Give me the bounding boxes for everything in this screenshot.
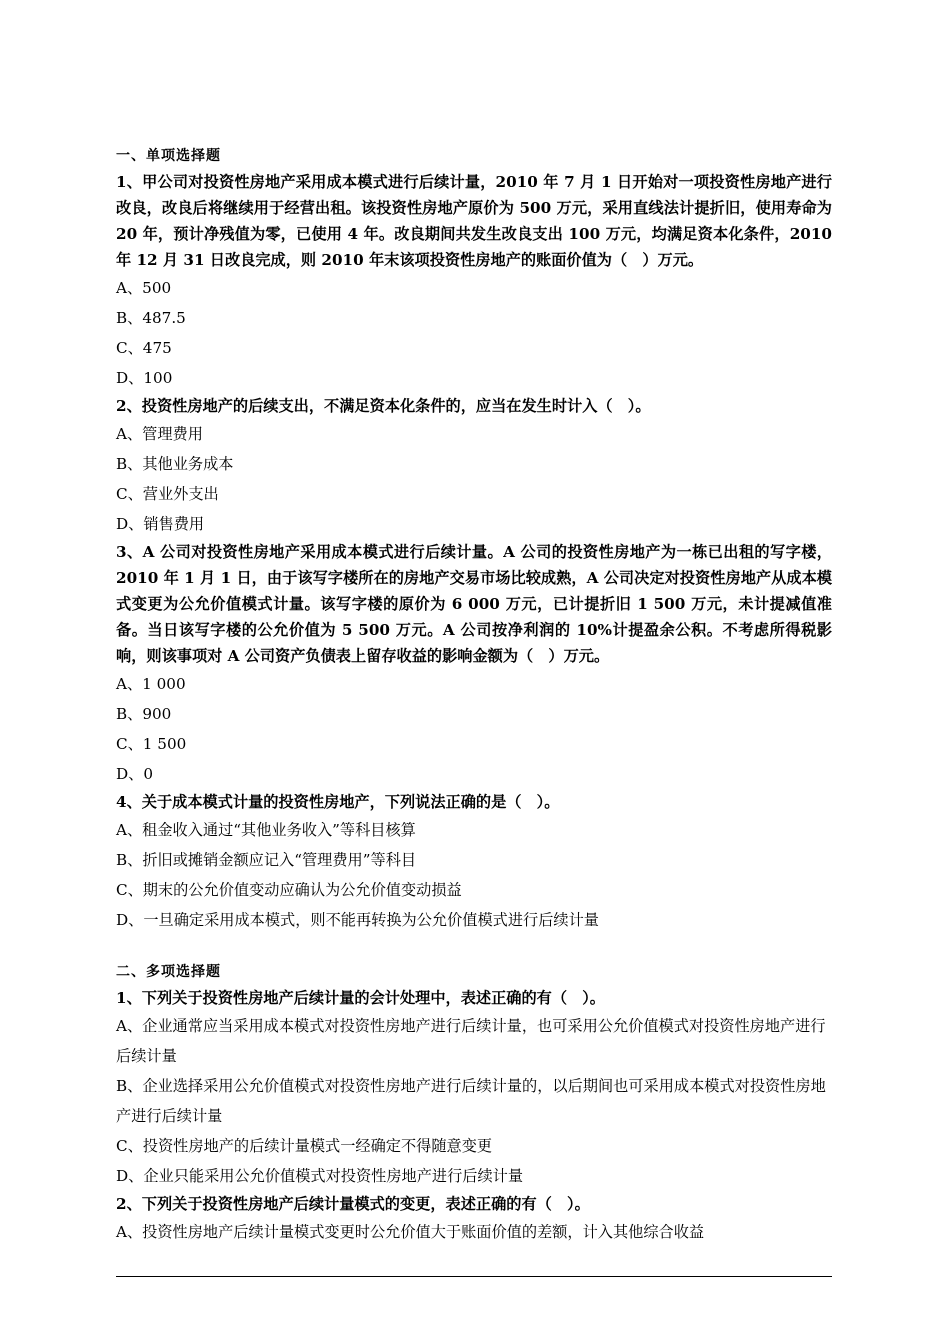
option-b: B、其他业务成本 xyxy=(116,455,234,473)
option-c: C、投资性房地产的后续计量模式一经确定不得随意变更 xyxy=(116,1137,493,1155)
section-spacer xyxy=(116,935,832,959)
question-text: 2、下列关于投资性房地产后续计量模式的变更，表述正确的有（ ）。 xyxy=(116,1195,590,1213)
section-title-multiple-choice: 二、多项选择题 xyxy=(116,964,221,980)
option-a: A、500 xyxy=(116,279,172,297)
option-d: D、企业只能采用公允价值模式对投资性房地产进行后续计量 xyxy=(116,1167,524,1185)
option-d: D、销售费用 xyxy=(116,515,205,533)
option-a: A、投资性房地产后续计量模式变更时公允价值大于账面价值的差额，计入其他综合收益 xyxy=(116,1223,705,1241)
option-c: C、期末的公允价值变动应确认为公允价值变动损益 xyxy=(116,881,462,899)
option-c: C、475 xyxy=(116,339,172,357)
option-d: D、0 xyxy=(116,765,154,783)
document-page xyxy=(116,143,832,1247)
section-title-single-choice: 一、单项选择题 xyxy=(116,148,221,164)
footer-divider xyxy=(116,1276,832,1277)
option-c: C、1 500 xyxy=(116,735,187,753)
question-text: 1、甲公司对投资性房地产采用成本模式进行后续计量，2010 年 7 月 1 日开始对一项投资性房地产进行改良，改良后将继续用于经营出租。该投资性房地产原价为 500 万元，采用直线法计提折旧，使用寿命为 20 年，预计净残值为零，已使用 4 年。改良期间共发生改良支出 100 万元，均满足资本化条件，2010 年 12 月 31 日改良完成，则 2010 年末该项投资性房地产的账面价值为（ ）万元。 xyxy=(116,173,832,269)
option-d: D、100 xyxy=(116,369,173,387)
option-b: B、900 xyxy=(116,705,172,723)
option-b: B、企业选择采用公允价值模式对投资性房地产进行后续计量的，以后期间也可采用成本模式对投资性房地产进行后续计量 xyxy=(116,1077,826,1125)
option-b: B、折旧或摊销金额应记入“管理费用”等科目 xyxy=(116,851,417,869)
option-d: D、一旦确定采用成本模式，则不能再转换为公允价值模式进行后续计量 xyxy=(116,911,599,929)
question-text: 3、A 公司对投资性房地产采用成本模式进行后续计量。A 公司的投资性房地产为一栋已出租的写字楼，2010 年 1 月 1 日，由于该写字楼所在的房地产交易市场比较成熟，A 公司决定对投资性房地产从成本模式变更为公允价值模式计量。该写字楼的原价为 6 000 万元，已计提折旧 1 500 万元，未计提减值准备。当日该写字楼的公允价值为 5 500 万元。A 公司按净利润的 10%计提盈余公积。不考虑所得税影响，则该事项对 A 公司资产负债表上留存收益的影响金额为（ ）万元。 xyxy=(116,543,832,665)
option-a: A、管理费用 xyxy=(116,425,203,443)
option-a: A、1 000 xyxy=(116,675,186,693)
option-a: A、租金收入通过“其他业务收入”等科目核算 xyxy=(116,821,416,839)
option-a: A、企业通常应当采用成本模式对投资性房地产进行后续计量，也可采用公允价值模式对投资性房地产进行后续计量 xyxy=(116,1017,826,1065)
question-text: 1、下列关于投资性房地产后续计量的会计处理中，表述正确的有（ ）。 xyxy=(116,989,605,1007)
option-b: B、487.5 xyxy=(116,309,186,327)
question-text: 4、关于成本模式计量的投资性房地产，下列说法正确的是（ ）。 xyxy=(116,793,560,811)
question-text: 2、投资性房地产的后续支出，不满足资本化条件的，应当在发生时计入（ ）。 xyxy=(116,397,651,415)
option-c: C、营业外支出 xyxy=(116,485,219,503)
